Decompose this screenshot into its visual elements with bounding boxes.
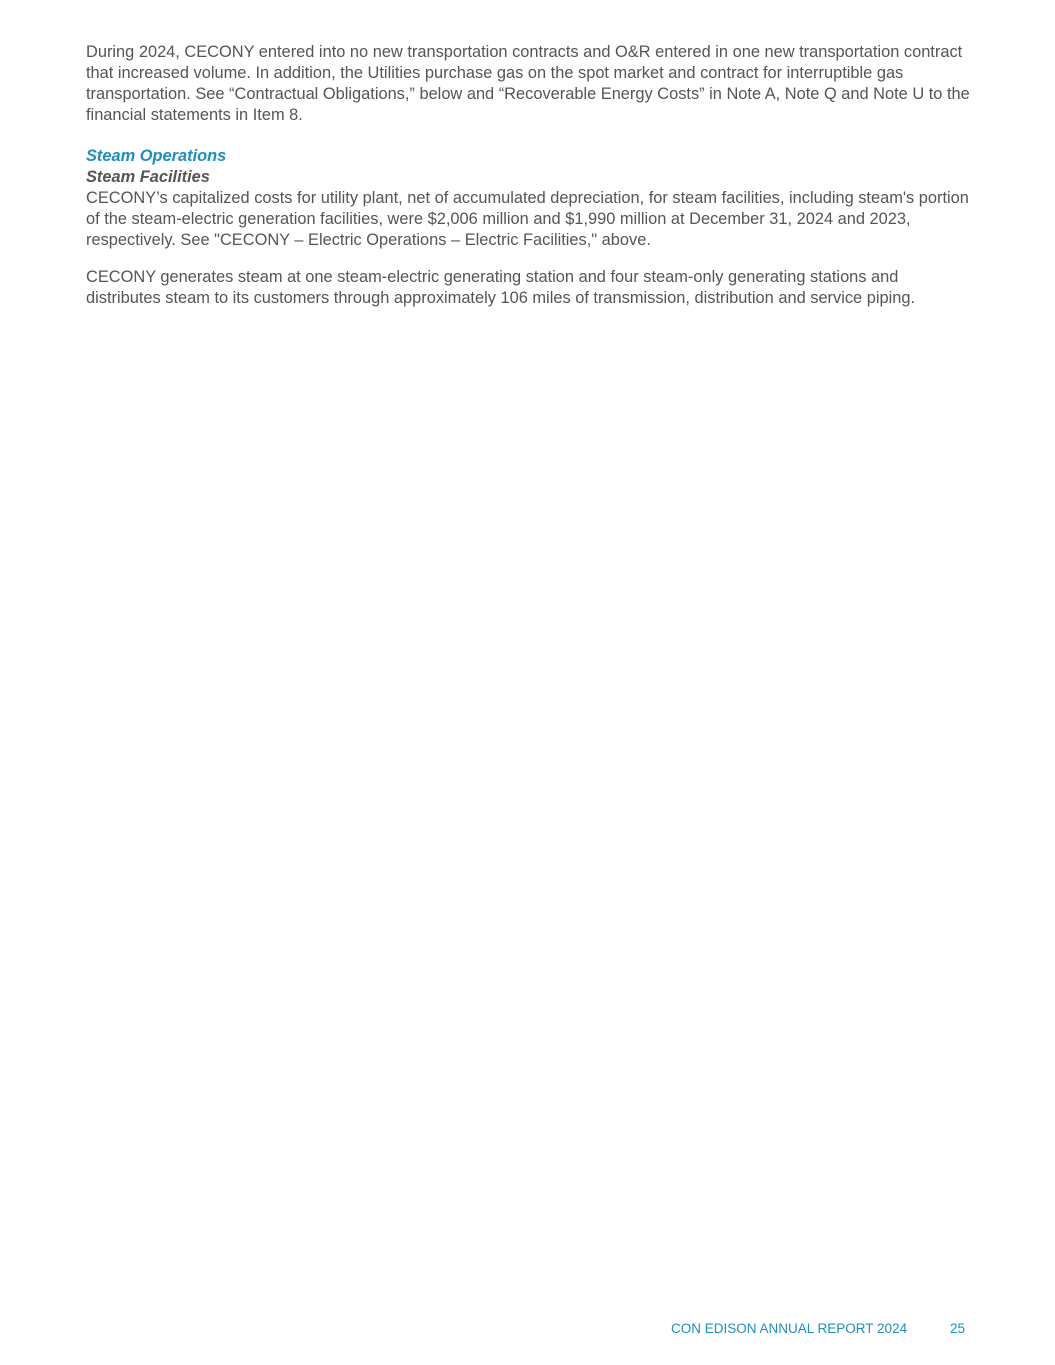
footer-page-number: 25 bbox=[950, 1321, 966, 1336]
section-heading: Steam Operations bbox=[86, 147, 227, 165]
facilities-paragraph: CECONY’s capitalized costs for utility plant, net of accumulated depreciation, for steam facilities, including steam's portion of the steam-electric generation facilities, were $2,006 million and $1,990 million at December 31, 2024 and 2023, respectively. See "CECONY – Electric Operations – Electric Facilities," above. bbox=[86, 189, 969, 249]
page-footer bbox=[0, 1321, 1055, 1339]
page-content bbox=[86, 42, 971, 309]
generation-paragraph: CECONY generates steam at one steam-electric generating station and four steam-only generating stations and distributes steam to its customers through approximately 106 miles of transmission, distribution and service piping. bbox=[86, 268, 916, 307]
sub-heading: Steam Facilities bbox=[86, 168, 210, 186]
footer-report-title: CON EDISON ANNUAL REPORT 2024 bbox=[671, 1321, 908, 1336]
intro-paragraph: During 2024, CECONY entered into no new transportation contracts and O&R entered in one new transportation contract that increased volume. In addition, the Utilities purchase gas on the spot market and contract for interruptible gas transportation. See “Contractual Obligations,” below and “Recoverable Energy Costs” in Note A, Note Q and Note U to the financial statements in Item 8. bbox=[86, 43, 970, 124]
